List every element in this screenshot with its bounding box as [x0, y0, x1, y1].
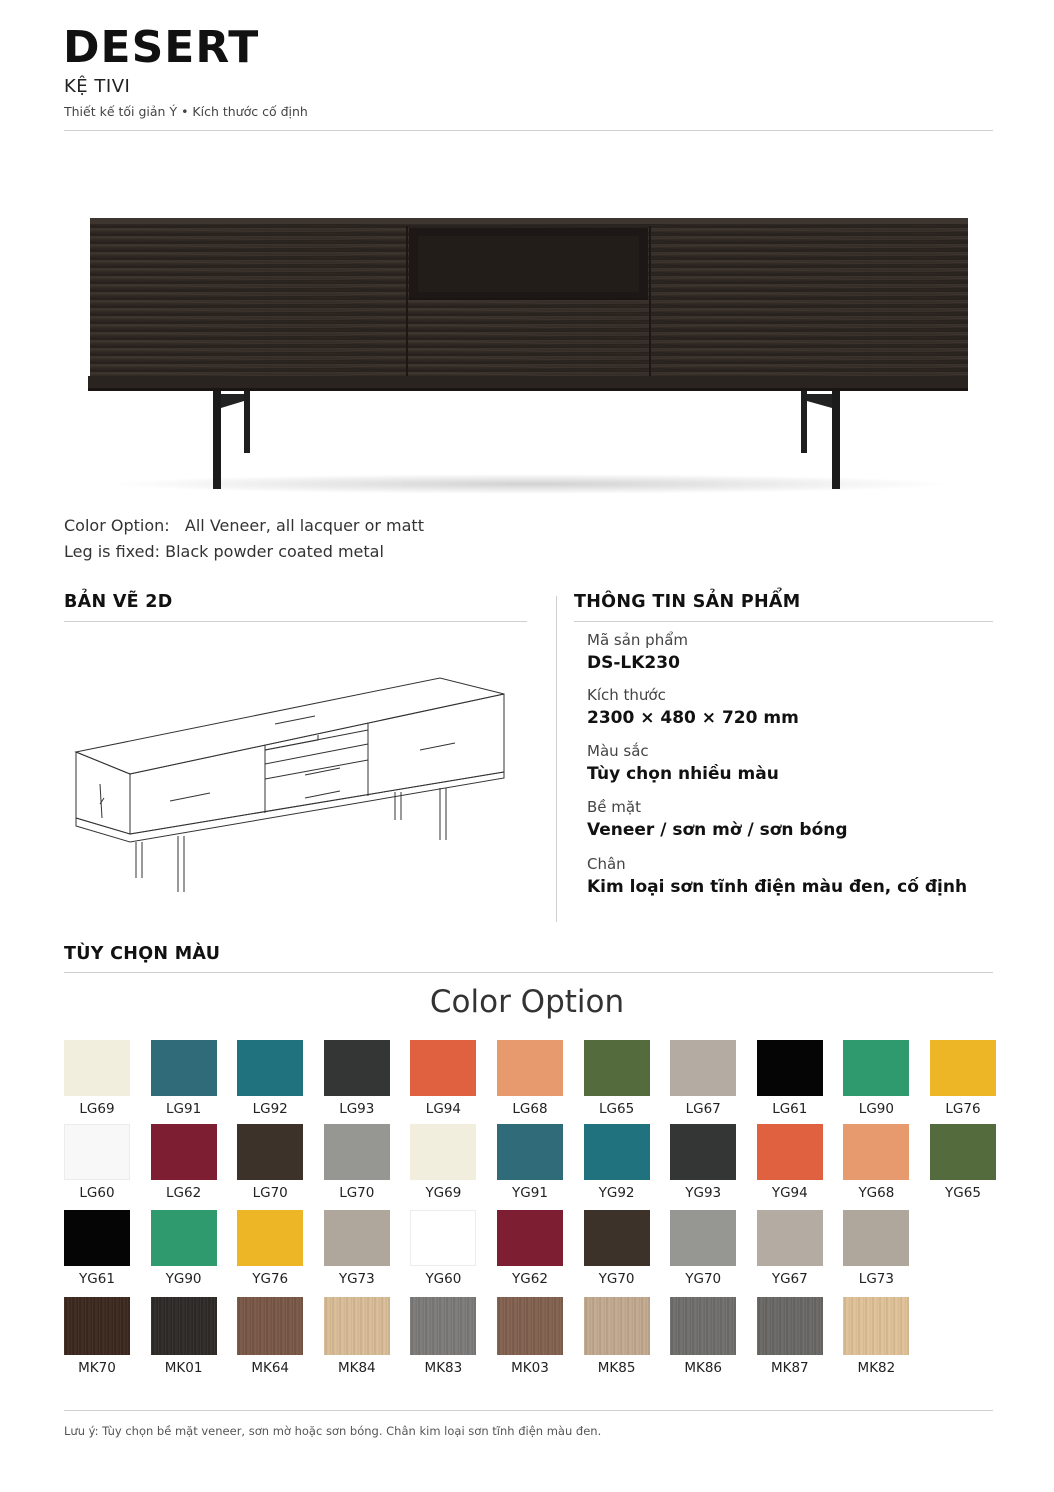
swatch-chip [757, 1210, 823, 1266]
color-swatch[interactable] [497, 1297, 563, 1376]
color-swatch[interactable] [324, 1040, 390, 1117]
swatch-chip [324, 1040, 390, 1096]
swatch-chip [151, 1210, 217, 1266]
swatch-chip [584, 1210, 650, 1266]
color-swatch[interactable] [237, 1210, 303, 1287]
swatch-label: MK83 [424, 1360, 463, 1376]
swatch-label: LG61 [772, 1101, 808, 1117]
swatch-chip [410, 1040, 476, 1096]
swatch-chip [151, 1297, 217, 1355]
swatch-label: MK64 [251, 1360, 290, 1376]
swatch-chip [670, 1210, 736, 1266]
swatch-chip [324, 1124, 390, 1180]
color-swatch[interactable] [410, 1210, 476, 1287]
swatch-label: YG90 [165, 1271, 202, 1287]
swatch-chip [64, 1040, 130, 1096]
spec-leg-label: Chân [587, 855, 626, 873]
color-swatch[interactable] [151, 1040, 217, 1117]
colors-heading: TÙY CHỌN MÀU [64, 944, 221, 964]
spec-code-value: DS-LK230 [587, 653, 680, 673]
swatch-label: YG61 [79, 1271, 115, 1287]
color-swatch[interactable] [584, 1040, 650, 1117]
swatch-label: YG92 [598, 1185, 635, 1201]
swatch-chip [584, 1297, 650, 1355]
swatch-label: YG91 [512, 1185, 548, 1201]
swatch-chip [843, 1124, 909, 1180]
swatch-chip [151, 1124, 217, 1180]
swatch-chip [670, 1124, 736, 1180]
color-swatch[interactable] [670, 1297, 736, 1376]
color-swatch[interactable] [151, 1297, 217, 1376]
color-swatch[interactable] [930, 1040, 996, 1117]
swatch-label: YG62 [512, 1271, 548, 1287]
color-swatch[interactable] [324, 1297, 390, 1376]
swatch-label: MK85 [597, 1360, 636, 1376]
swatch-label: YG60 [425, 1271, 462, 1287]
swatch-chip [324, 1297, 390, 1355]
color-swatch[interactable] [670, 1124, 736, 1201]
swatch-label: LG90 [858, 1101, 894, 1117]
swatch-chip [497, 1040, 563, 1096]
footer-note: Lưu ý: Tùy chọn bề mặt veneer, sơn mờ hoặc sơn bóng. Chân kim loại sơn tĩnh điện màu đen. [64, 1424, 602, 1438]
info-heading: THÔNG TIN SẢN PHẨM [574, 592, 801, 612]
swatch-label: LG91 [166, 1101, 202, 1117]
spec-color-value: Tùy chọn nhiều màu [587, 764, 779, 784]
swatch-chip [757, 1040, 823, 1096]
swatch-chip [497, 1210, 563, 1266]
swatch-label: YG67 [771, 1271, 808, 1287]
swatch-chip [843, 1040, 909, 1096]
color-swatch[interactable] [757, 1297, 823, 1376]
color-swatch[interactable] [584, 1210, 650, 1287]
spec-code-label: Mã sản phẩm [587, 631, 689, 649]
footer-divider [64, 1410, 993, 1411]
color-swatch[interactable] [410, 1124, 476, 1201]
product-tagline: Thiết kế tối giản Ý • Kích thước cố định [64, 104, 308, 119]
color-swatch[interactable] [670, 1040, 736, 1117]
swatch-label: MK03 [511, 1360, 549, 1376]
color-swatch[interactable] [757, 1040, 823, 1117]
color-swatch[interactable] [237, 1124, 303, 1201]
swatch-chip [151, 1040, 217, 1096]
color-swatch[interactable] [497, 1124, 563, 1201]
color-swatch[interactable] [64, 1210, 130, 1287]
product-subtitle: KỆ TIVI [64, 76, 131, 97]
swatch-label: LG70 [252, 1185, 288, 1201]
swatch-chip [670, 1297, 736, 1355]
color-swatch[interactable] [237, 1297, 303, 1376]
swatch-label: YG93 [685, 1185, 722, 1201]
color-option-title: Color Option [429, 984, 625, 1020]
swatch-label: YG76 [252, 1271, 289, 1287]
color-swatch[interactable] [64, 1124, 130, 1201]
swatch-chip [930, 1040, 996, 1096]
color-swatch[interactable] [497, 1210, 563, 1287]
swatch-label: LG70 [339, 1185, 375, 1201]
swatch-chip [584, 1124, 650, 1180]
swatch-label: MK82 [857, 1360, 896, 1376]
spec-surface-value: Veneer / sơn mờ / sơn bóng [587, 820, 848, 840]
swatch-label: MK87 [770, 1360, 809, 1376]
color-swatch[interactable] [324, 1210, 390, 1287]
swatch-chip [670, 1040, 736, 1096]
swatch-chip [497, 1297, 563, 1355]
color-swatch[interactable] [757, 1124, 823, 1201]
swatch-chip [757, 1124, 823, 1180]
swatch-chip [497, 1124, 563, 1180]
color-swatch[interactable] [843, 1297, 909, 1376]
swatch-label: YG68 [858, 1185, 895, 1201]
swatch-label: LG73 [858, 1271, 894, 1287]
swatch-label: YG65 [945, 1185, 981, 1201]
swatch-chip [930, 1124, 996, 1180]
swatch-label: LG62 [166, 1185, 202, 1201]
color-swatch[interactable] [410, 1297, 476, 1376]
swatch-chip [410, 1297, 476, 1355]
swatch-chip [843, 1210, 909, 1266]
swatch-label: LG60 [79, 1185, 115, 1201]
spec-size-label: Kích thước [587, 686, 666, 704]
color-swatch[interactable] [757, 1210, 823, 1287]
color-swatch[interactable] [843, 1210, 909, 1287]
swatch-chip [64, 1297, 130, 1355]
swatch-label: MK70 [78, 1360, 116, 1376]
color-swatch[interactable] [843, 1124, 909, 1201]
swatch-label: YG94 [771, 1185, 808, 1201]
color-option-line: Color Option: All Veneer, all lacquer or matt [64, 516, 424, 535]
swatch-chip [410, 1210, 476, 1266]
swatch-label: YG69 [425, 1185, 462, 1201]
swatch-chip [237, 1297, 303, 1355]
swatch-label: LG92 [252, 1101, 288, 1117]
color-swatch[interactable] [324, 1124, 390, 1201]
swatch-label: LG94 [425, 1101, 461, 1117]
swatch-label: YG73 [338, 1271, 375, 1287]
swatch-chip [237, 1124, 303, 1180]
spec-surface-label: Bề mặt [587, 798, 641, 816]
spec-size-value: 2300 × 480 × 720 mm [587, 708, 799, 728]
color-swatch[interactable] [843, 1040, 909, 1117]
swatch-label: MK86 [684, 1360, 723, 1376]
swatch-label: MK01 [164, 1360, 203, 1376]
color-swatch[interactable] [64, 1297, 130, 1376]
spec-leg-value: Kim loại sơn tĩnh điện màu đen, cố định [587, 877, 968, 897]
color-swatch[interactable] [497, 1040, 563, 1117]
swatch-chip [237, 1040, 303, 1096]
swatch-label: MK84 [337, 1360, 376, 1376]
color-swatch[interactable] [584, 1297, 650, 1376]
page-title: DESERT [63, 22, 260, 73]
leg-info-line: Leg is fixed: Black powder coated metal [64, 542, 384, 561]
color-swatch[interactable] [64, 1040, 130, 1117]
swatch-label: LG76 [945, 1101, 981, 1117]
swatch-label: YG70 [598, 1271, 635, 1287]
color-swatch[interactable] [670, 1210, 736, 1287]
swatch-chip [757, 1297, 823, 1355]
swatch-label: LG69 [79, 1101, 115, 1117]
swatch-label: LG68 [512, 1101, 548, 1117]
swatch-label: LG93 [339, 1101, 375, 1117]
swatch-chip [584, 1040, 650, 1096]
color-swatch[interactable] [930, 1124, 996, 1201]
color-swatch[interactable] [151, 1210, 217, 1287]
swatch-chip [64, 1124, 130, 1180]
color-swatch[interactable] [410, 1040, 476, 1117]
swatch-chip [237, 1210, 303, 1266]
color-swatch[interactable] [584, 1124, 650, 1201]
color-swatch[interactable] [237, 1040, 303, 1117]
swatch-label: YG70 [685, 1271, 722, 1287]
color-swatch[interactable] [151, 1124, 217, 1201]
swatch-chip [64, 1210, 130, 1266]
swatch-chip [324, 1210, 390, 1266]
swatch-chip [410, 1124, 476, 1180]
swatch-label: LG67 [685, 1101, 721, 1117]
spec-color-label: Màu sắc [587, 742, 649, 760]
drawing-heading: BẢN VẼ 2D [64, 592, 173, 612]
swatch-chip [843, 1297, 909, 1355]
swatch-label: LG65 [599, 1101, 635, 1117]
